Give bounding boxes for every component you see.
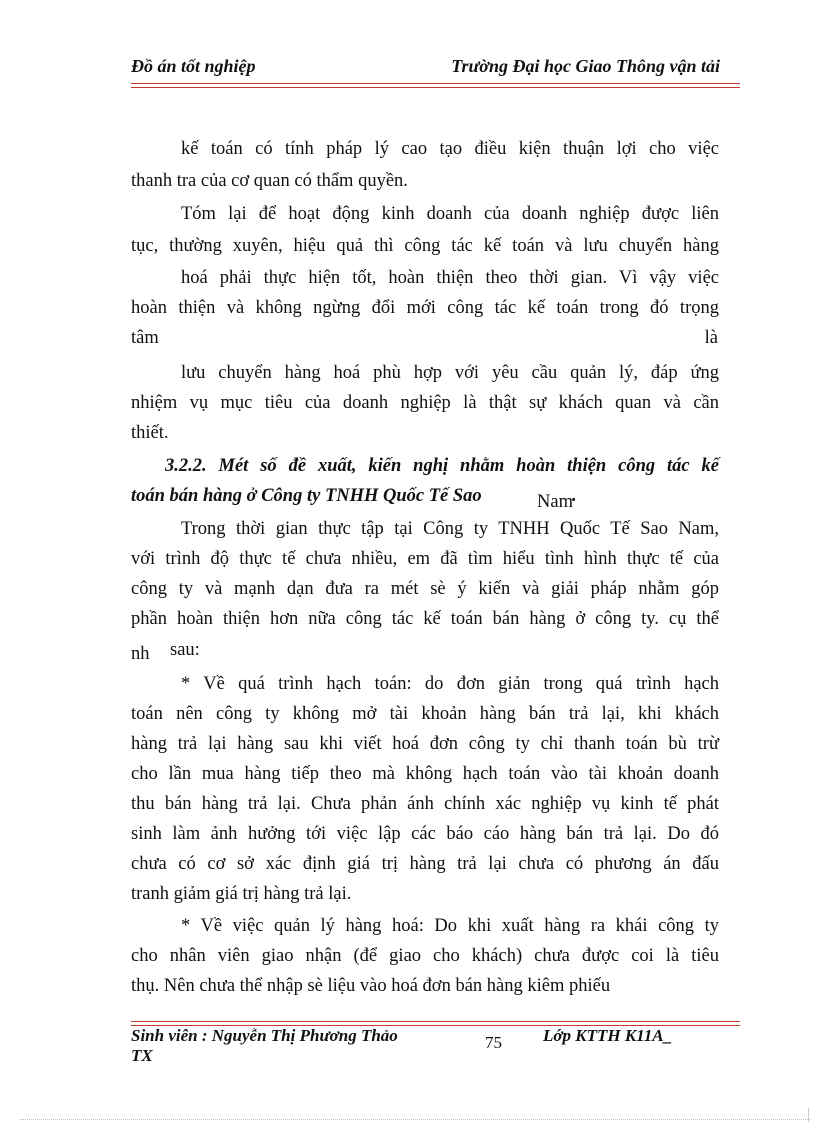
text-line: nhiệm vụ mục tiêu của doanh nghiệp là thật sự khách quan và cần [131, 393, 719, 413]
page-border-dotted [20, 1119, 810, 1120]
footer-rule-top [131, 1021, 740, 1022]
text-line: kế toán có tính pháp lý cao tạo điều kiện thuận lợi cho việc [181, 139, 719, 159]
text-line: công ty và mạnh dạn đưa ra mét sè ý kiến và giải pháp nhằm góp [131, 579, 719, 599]
text-line: tục, thường xuyên, hiệu quả thì công tác kế toán và lưu chuyển hàng [131, 236, 719, 256]
section-heading-period: . [572, 486, 577, 506]
text-line: * Về việc quản lý hàng hoá: Do khi xuất hàng ra khái công ty [181, 916, 719, 936]
section-heading-line-1: 3.2.2. Mét số đề xuất, kiến nghị nhằm hoàn thiện công tác kế [165, 456, 719, 476]
text-line: * Về quá trình hạch toán: do đơn giản trong quá trình hạch [181, 674, 719, 694]
text-line: tranh giảm giá trị hàng trả lại. [131, 884, 352, 904]
page-number: 75 [485, 1033, 502, 1052]
text-line: hoá phải thực hiện tốt, hoàn thiện theo thời gian. Vì vậy việc [181, 268, 719, 288]
section-heading-word: Nam [537, 492, 573, 512]
header-rule-top [131, 83, 740, 84]
text-line: chưa có cơ sở xác định giá trị hàng trả lại chưa có phương án đấu [131, 854, 719, 874]
text-line: thu bán hàng trả lại. Chưa phản ánh chính xác nghiệp vụ kinh tế phát [131, 794, 719, 814]
header-right: Trường Đại học Giao Thông vận tải [451, 56, 720, 76]
section-heading-line-2: toán bán hàng ở Công ty TNHH Quốc Tế Sao [131, 486, 482, 506]
text-line: thanh tra của cơ quan có thẩm quyền. [131, 171, 408, 191]
footer-tx: TX [131, 1046, 153, 1065]
text-line: cho nhân viên giao nhận (để giao cho khách) chưa được coi là tiêu [131, 946, 719, 966]
text-line: nh [131, 644, 150, 664]
text-line: thụ. Nên chưa thể nhập sè liệu vào hoá đơn bán hàng kiêm phiếu [131, 976, 611, 996]
page-corner-mark [808, 1108, 809, 1122]
text-line: phần hoàn thiện hơn nữa công tác kế toán bán hàng ở công ty. cụ thể [131, 609, 719, 629]
text-line: Tóm lại để hoạt động kinh doanh của doanh nghiệp được liên [181, 204, 719, 224]
footer-student: Sinh viên : Nguyễn Thị Phương Thảo [131, 1026, 398, 1045]
text-line: hoàn thiện và không ngừng đổi mới công tác kế toán trong đó trọng [131, 298, 719, 318]
header-rule-bottom [131, 87, 740, 88]
text-line: toán nên công ty không mở tài khoản hàng bán trả lại, khi khách [131, 704, 719, 724]
text-line: Trong thời gian thực tập tại Công ty TNHH Quốc Tế Sao Nam, [181, 519, 719, 539]
text-line: sau: [170, 640, 200, 660]
text-line: tâm [131, 328, 159, 348]
text-line: với trình độ thực tế chưa nhiều, em đã tìm hiểu tình hình thực tế của [131, 549, 719, 569]
text-line: sinh làm ảnh hưởng tới việc lập các báo cáo hàng bán trả lại. Do đó [131, 824, 719, 844]
text-line: thiết. [131, 423, 169, 443]
header-left: Đồ án tốt nghiệp [131, 56, 256, 76]
text-line: cho lần mua hàng tiếp theo mà không hạch toán vào tài khoản doanh [131, 764, 719, 784]
text-line: hàng trả lại hàng sau khi viết hoá đơn công ty chỉ thanh toán bù trừ [131, 734, 719, 754]
footer-class: Lớp KTTH K11A_ [543, 1026, 673, 1045]
text-line: là [704, 328, 718, 348]
text-line: lưu chuyển hàng hoá phù hợp với yêu cầu quản lý, đáp ứng [181, 363, 719, 383]
